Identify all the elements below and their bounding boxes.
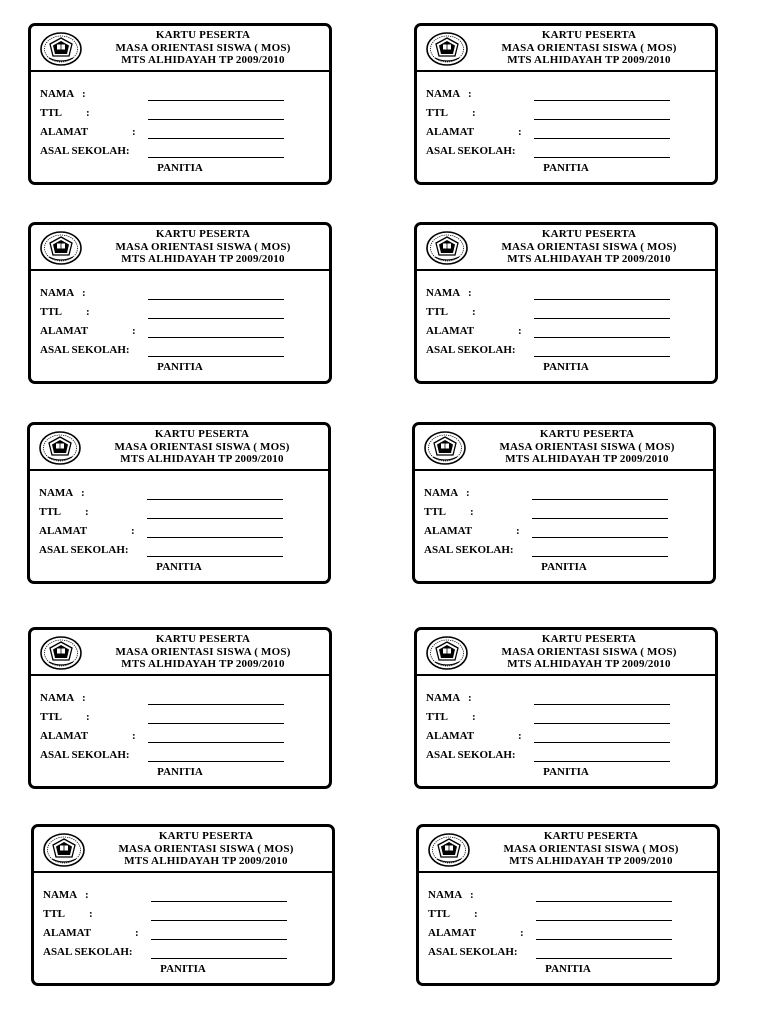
address-label: ALAMAT: [43, 927, 92, 939]
name-blank-line[interactable]: [536, 901, 672, 902]
committee-label: PANITIA: [157, 361, 203, 373]
name-blank-line[interactable]: [534, 704, 670, 705]
card-header: [31, 26, 329, 72]
ttl-blank-line[interactable]: [148, 119, 284, 120]
school-emblem-icon: [423, 430, 467, 466]
origin-school-label: ASAL SEKOLAH:: [39, 544, 129, 556]
card-titles: [83, 228, 323, 266]
name-label: NAMA: [39, 487, 74, 499]
event-name: MASA ORIENTASI SISWA ( MOS): [501, 41, 677, 54]
card-title: KARTU PESERTA: [541, 633, 637, 645]
card-titles: [82, 428, 322, 466]
ttl-colon: :: [472, 107, 476, 119]
name-blank-line[interactable]: [148, 704, 284, 705]
ttl-colon: :: [470, 506, 474, 518]
card-header: [31, 225, 329, 271]
name-blank-line[interactable]: [534, 100, 670, 101]
ttl-label: TTL: [426, 306, 449, 318]
ttl-label: TTL: [39, 506, 62, 518]
event-name: MASA ORIENTASI SISWA ( MOS): [503, 842, 679, 855]
address-field: [426, 325, 714, 341]
name-label: NAMA: [426, 287, 461, 299]
origin-school-blank-line[interactable]: [534, 157, 670, 158]
address-colon: :: [518, 325, 522, 337]
card-title: KARTU PESERTA: [541, 29, 637, 41]
ttl-field: [39, 506, 327, 522]
name-colon: :: [85, 889, 89, 901]
name-colon: :: [468, 88, 472, 100]
origin-school-label: ASAL SEKOLAH:: [428, 946, 518, 958]
ttl-field: [426, 711, 714, 727]
ttl-label: TTL: [40, 711, 63, 723]
school-emblem-icon: [39, 230, 83, 266]
name-label: NAMA: [428, 889, 463, 901]
event-name: MASA ORIENTASI SISWA ( MOS): [115, 645, 291, 658]
name-colon: :: [470, 889, 474, 901]
origin-school-label: ASAL SEKOLAH:: [426, 145, 516, 157]
address-label: ALAMAT: [424, 525, 473, 537]
name-colon: :: [466, 487, 470, 499]
school-emblem-icon: [39, 31, 83, 67]
name-field: [39, 487, 327, 503]
event-name: MASA ORIENTASI SISWA ( MOS): [118, 842, 294, 855]
name-blank-line[interactable]: [151, 901, 287, 902]
participant-card-1: [28, 23, 332, 185]
committee-label: PANITIA: [157, 162, 203, 174]
card-header: [417, 26, 715, 72]
address-field: [40, 325, 328, 341]
address-blank-line[interactable]: [534, 742, 670, 743]
name-label: NAMA: [426, 692, 461, 704]
ttl-colon: :: [89, 908, 93, 920]
card-titles: [469, 633, 709, 671]
card-header: [417, 225, 715, 271]
committee-label: PANITIA: [160, 963, 206, 975]
address-label: ALAMAT: [40, 730, 89, 742]
school-year: MTS ALHIDAYAH TP 2009/2010: [507, 253, 671, 265]
ttl-label: TTL: [428, 908, 451, 920]
ttl-colon: :: [86, 107, 90, 119]
participant-card-4: [414, 222, 718, 384]
ttl-field: [426, 107, 714, 123]
ttl-blank-line[interactable]: [532, 518, 668, 519]
card-header: [419, 827, 717, 873]
committee-label: PANITIA: [543, 361, 589, 373]
ttl-blank-line[interactable]: [148, 723, 284, 724]
committee-label: PANITIA: [543, 162, 589, 174]
name-label: NAMA: [424, 487, 459, 499]
ttl-colon: :: [472, 711, 476, 723]
school-emblem-icon: [38, 430, 82, 466]
ttl-blank-line[interactable]: [534, 723, 670, 724]
card-header: [31, 630, 329, 676]
origin-school-field: [40, 749, 328, 765]
card-titles: [469, 228, 709, 266]
card-title: KARTU PESERTA: [158, 830, 254, 842]
address-blank-line[interactable]: [536, 939, 672, 940]
origin-school-field: [426, 145, 714, 161]
school-emblem-icon: [39, 635, 83, 671]
origin-school-blank-line[interactable]: [532, 556, 668, 557]
school-year: MTS ALHIDAYAH TP 2009/2010: [120, 453, 284, 465]
address-field: [39, 525, 327, 541]
address-label: ALAMAT: [426, 730, 475, 742]
address-label: ALAMAT: [40, 325, 89, 337]
address-colon: :: [132, 730, 136, 742]
name-colon: :: [468, 692, 472, 704]
participant-card-9: [31, 824, 335, 986]
card-titles: [469, 29, 709, 67]
name-colon: :: [82, 88, 86, 100]
address-blank-line[interactable]: [148, 138, 284, 139]
participant-card-7: [28, 627, 332, 789]
origin-school-label: ASAL SEKOLAH:: [424, 544, 514, 556]
address-colon: :: [516, 525, 520, 537]
address-field: [428, 927, 716, 943]
school-year: MTS ALHIDAYAH TP 2009/2010: [507, 54, 671, 66]
origin-school-label: ASAL SEKOLAH:: [40, 145, 130, 157]
card-titles: [83, 633, 323, 671]
address-label: ALAMAT: [426, 126, 475, 138]
name-field: [40, 692, 328, 708]
committee-label: PANITIA: [157, 766, 203, 778]
name-label: NAMA: [40, 88, 75, 100]
ttl-blank-line[interactable]: [536, 920, 672, 921]
address-field: [40, 126, 328, 142]
origin-school-label: ASAL SEKOLAH:: [426, 749, 516, 761]
card-titles: [467, 428, 707, 466]
committee-label: PANITIA: [545, 963, 591, 975]
name-field: [426, 88, 714, 104]
address-field: [426, 126, 714, 142]
name-label: NAMA: [426, 88, 461, 100]
address-label: ALAMAT: [40, 126, 89, 138]
origin-school-field: [43, 946, 331, 962]
name-field: [428, 889, 716, 905]
ttl-blank-line[interactable]: [147, 518, 283, 519]
name-label: NAMA: [40, 287, 75, 299]
name-blank-line[interactable]: [148, 299, 284, 300]
ttl-blank-line[interactable]: [534, 318, 670, 319]
origin-school-blank-line[interactable]: [534, 356, 670, 357]
origin-school-blank-line[interactable]: [148, 157, 284, 158]
origin-school-field: [40, 344, 328, 360]
address-blank-line[interactable]: [151, 939, 287, 940]
participant-card-2: [414, 23, 718, 185]
name-colon: :: [81, 487, 85, 499]
name-label: NAMA: [40, 692, 75, 704]
school-year: MTS ALHIDAYAH TP 2009/2010: [121, 54, 285, 66]
card-header: [415, 425, 713, 471]
origin-school-label: ASAL SEKOLAH:: [40, 749, 130, 761]
address-blank-line[interactable]: [534, 337, 670, 338]
address-colon: :: [131, 525, 135, 537]
card-header: [30, 425, 328, 471]
event-name: MASA ORIENTASI SISWA ( MOS): [501, 240, 677, 253]
card-titles: [83, 29, 323, 67]
address-colon: :: [518, 126, 522, 138]
address-blank-line[interactable]: [148, 337, 284, 338]
origin-school-blank-line[interactable]: [148, 356, 284, 357]
school-emblem-icon: [425, 635, 469, 671]
ttl-label: TTL: [40, 107, 63, 119]
ttl-label: TTL: [40, 306, 63, 318]
ttl-blank-line[interactable]: [534, 119, 670, 120]
origin-school-blank-line[interactable]: [536, 958, 672, 959]
name-field: [40, 287, 328, 303]
name-blank-line[interactable]: [532, 499, 668, 500]
school-year: MTS ALHIDAYAH TP 2009/2010: [121, 253, 285, 265]
origin-school-blank-line[interactable]: [147, 556, 283, 557]
origin-school-field: [39, 544, 327, 560]
name-field: [40, 88, 328, 104]
card-title: KARTU PESERTA: [541, 228, 637, 240]
event-name: MASA ORIENTASI SISWA ( MOS): [115, 41, 291, 54]
origin-school-field: [424, 544, 712, 560]
name-field: [43, 889, 331, 905]
name-field: [426, 692, 714, 708]
address-colon: :: [520, 927, 524, 939]
card-title: KARTU PESERTA: [155, 29, 251, 41]
address-field: [426, 730, 714, 746]
origin-school-blank-line[interactable]: [534, 761, 670, 762]
ttl-colon: :: [86, 306, 90, 318]
name-blank-line[interactable]: [147, 499, 283, 500]
origin-school-field: [40, 145, 328, 161]
school-year: MTS ALHIDAYAH TP 2009/2010: [505, 453, 669, 465]
ttl-field: [43, 908, 331, 924]
school-emblem-icon: [425, 230, 469, 266]
school-year: MTS ALHIDAYAH TP 2009/2010: [124, 855, 288, 867]
school-year: MTS ALHIDAYAH TP 2009/2010: [121, 658, 285, 670]
card-title: KARTU PESERTA: [543, 830, 639, 842]
school-emblem-icon: [425, 31, 469, 67]
address-blank-line[interactable]: [534, 138, 670, 139]
name-blank-line[interactable]: [148, 100, 284, 101]
ttl-label: TTL: [43, 908, 66, 920]
name-field: [424, 487, 712, 503]
ttl-label: TTL: [426, 107, 449, 119]
ttl-colon: :: [86, 711, 90, 723]
card-titles: [86, 830, 326, 868]
address-label: ALAMAT: [426, 325, 475, 337]
name-colon: :: [82, 692, 86, 704]
committee-label: PANITIA: [156, 561, 202, 573]
address-label: ALAMAT: [39, 525, 88, 537]
address-colon: :: [135, 927, 139, 939]
card-header: [417, 630, 715, 676]
address-field: [40, 730, 328, 746]
event-name: MASA ORIENTASI SISWA ( MOS): [499, 440, 675, 453]
card-title: KARTU PESERTA: [155, 228, 251, 240]
address-blank-line[interactable]: [147, 537, 283, 538]
participant-card-6: [412, 422, 716, 584]
card-title: KARTU PESERTA: [154, 428, 250, 440]
ttl-colon: :: [474, 908, 478, 920]
card-title: KARTU PESERTA: [155, 633, 251, 645]
name-colon: :: [82, 287, 86, 299]
origin-school-blank-line[interactable]: [148, 761, 284, 762]
ttl-field: [428, 908, 716, 924]
event-name: MASA ORIENTASI SISWA ( MOS): [114, 440, 290, 453]
card-title: KARTU PESERTA: [539, 428, 635, 440]
address-blank-line[interactable]: [148, 742, 284, 743]
card-header: [34, 827, 332, 873]
address-field: [424, 525, 712, 541]
address-colon: :: [518, 730, 522, 742]
event-name: MASA ORIENTASI SISWA ( MOS): [115, 240, 291, 253]
participant-card-5: [27, 422, 331, 584]
participant-card-10: [416, 824, 720, 986]
ttl-label: TTL: [426, 711, 449, 723]
ttl-field: [40, 306, 328, 322]
address-label: ALAMAT: [428, 927, 477, 939]
address-field: [43, 927, 331, 943]
address-colon: :: [132, 325, 136, 337]
address-colon: :: [132, 126, 136, 138]
ttl-colon: :: [85, 506, 89, 518]
card-titles: [471, 830, 711, 868]
school-year: MTS ALHIDAYAH TP 2009/2010: [509, 855, 673, 867]
origin-school-blank-line[interactable]: [151, 958, 287, 959]
name-field: [426, 287, 714, 303]
name-label: NAMA: [43, 889, 78, 901]
committee-label: PANITIA: [543, 766, 589, 778]
school-year: MTS ALHIDAYAH TP 2009/2010: [507, 658, 671, 670]
event-name: MASA ORIENTASI SISWA ( MOS): [501, 645, 677, 658]
name-colon: :: [468, 287, 472, 299]
ttl-field: [40, 711, 328, 727]
origin-school-label: ASAL SEKOLAH:: [43, 946, 133, 958]
name-blank-line[interactable]: [534, 299, 670, 300]
ttl-field: [426, 306, 714, 322]
participant-card-3: [28, 222, 332, 384]
ttl-field: [424, 506, 712, 522]
origin-school-field: [426, 749, 714, 765]
ttl-blank-line[interactable]: [148, 318, 284, 319]
origin-school-label: ASAL SEKOLAH:: [40, 344, 130, 356]
origin-school-label: ASAL SEKOLAH:: [426, 344, 516, 356]
origin-school-field: [428, 946, 716, 962]
ttl-blank-line[interactable]: [151, 920, 287, 921]
address-blank-line[interactable]: [532, 537, 668, 538]
participant-card-8: [414, 627, 718, 789]
ttl-label: TTL: [424, 506, 447, 518]
school-emblem-icon: [427, 832, 471, 868]
school-emblem-icon: [42, 832, 86, 868]
ttl-field: [40, 107, 328, 123]
origin-school-field: [426, 344, 714, 360]
committee-label: PANITIA: [541, 561, 587, 573]
ttl-colon: :: [472, 306, 476, 318]
